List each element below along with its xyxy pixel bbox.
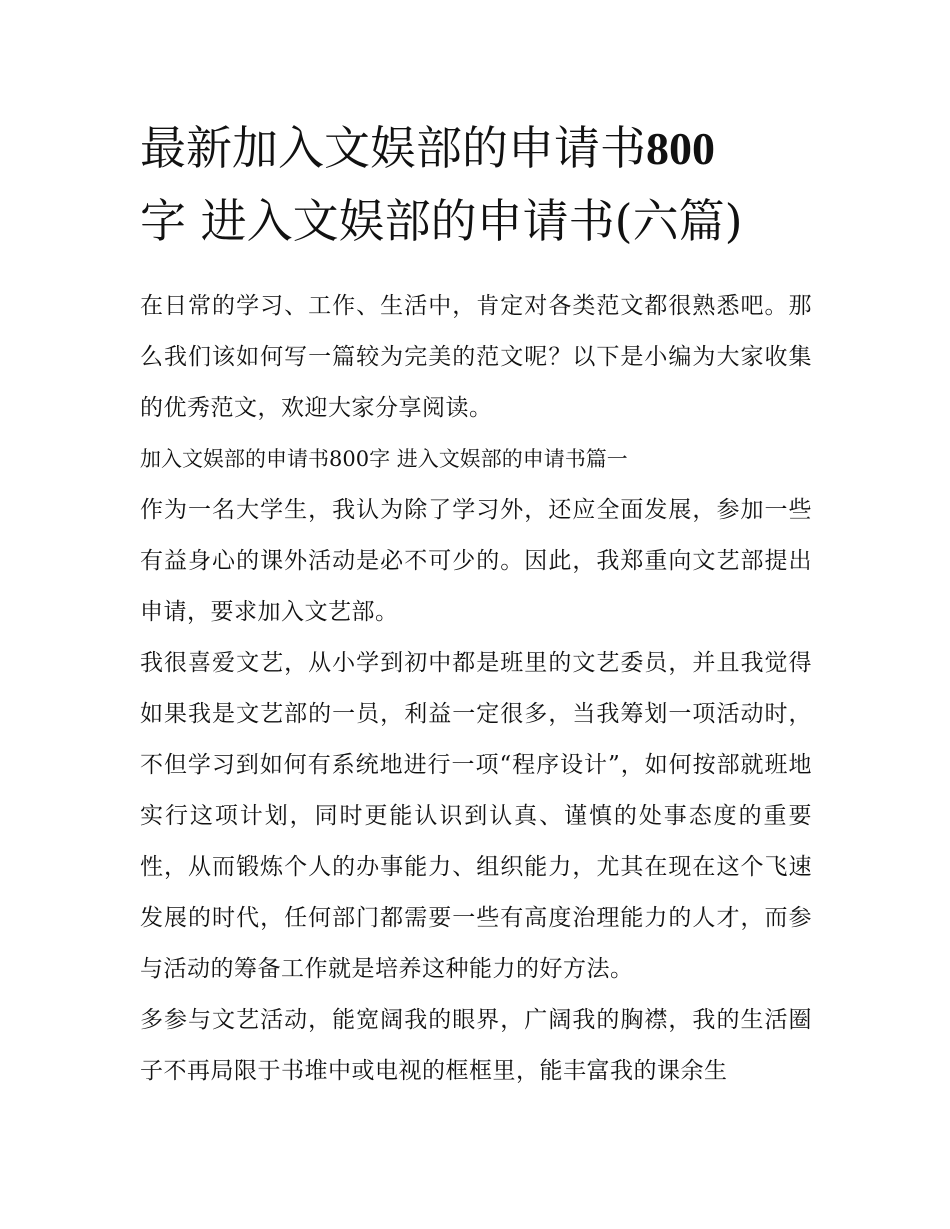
document-body <box>140 281 812 1097</box>
title-number: 800 <box>646 123 715 174</box>
intro-paragraph: 在日常的学习、工作、生活中，肯定对各类范文都很熟悉吧。那么我们该如何写一篇较为完美的范文呢？以下是小编为大家收集的优秀范文，欢迎大家分享阅读。 <box>140 293 812 421</box>
body-paragraph-2: 我很喜爱文艺，从小学到初中都是班里的文艺委员，并且我觉得如果我是文艺部的一员，利益一定很多，当我筹划一项活动时，不但学习到如何有系统地进行一项“程序设计”，如何按部就班地实行这项计划，同时更能认识到认真、谨慎的处事态度的重要性，从而锻炼个人的办事能力、组织能力，尤其在现在这个飞速发展的时代，任何部门都需要一些有高度治理能力的人才，而参与活动的筹备工作就是培养这种能力的好方法。 <box>140 650 812 982</box>
title-part1: 最新加入文娱部的申请书 <box>140 121 646 175</box>
body-paragraph-1: 作为一名大学生，我认为除了学习外，还应全面发展，参加一些有益身心的课外活动是必不可少的。因此，我郑重向文艺部提出申请，要求加入文艺部。 <box>140 497 812 625</box>
body-paragraph-3: 多参与文艺活动，能宽阔我的眼界，广阔我的胸襟，我的生活圈子不再局限于书堆中或电视的框框里，能丰富我的课余生 <box>140 1007 812 1084</box>
title-part2: 字 进入文娱部的申请书(六篇) <box>140 194 743 248</box>
document-content <box>140 112 812 1097</box>
section-heading: 加入文娱部的申请书800字 进入文娱部的申请书篇一 <box>140 447 628 471</box>
document-title <box>140 112 812 257</box>
